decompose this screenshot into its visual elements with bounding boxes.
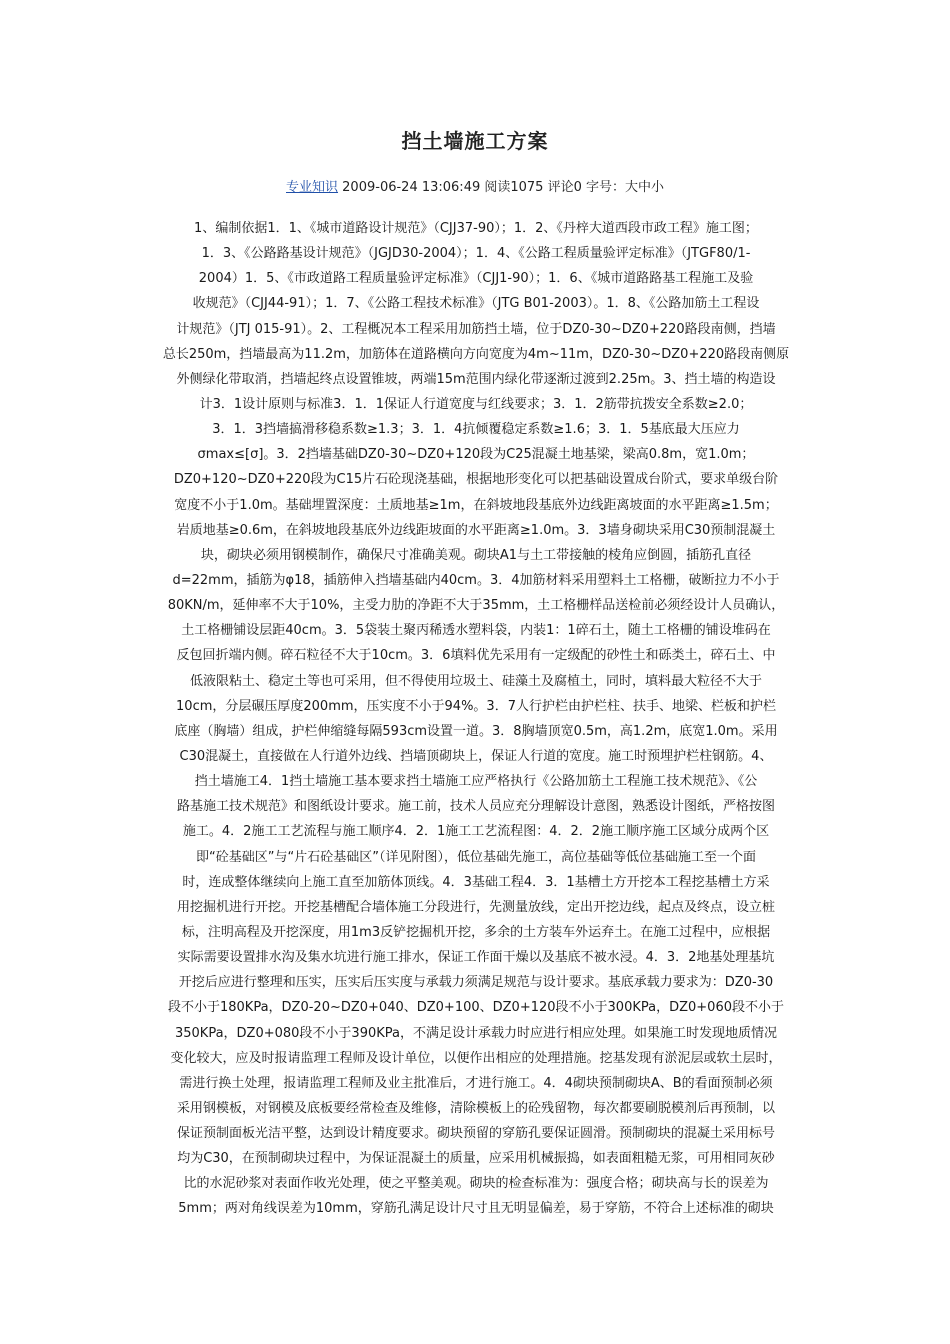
body-text-line: 实际需要设置排水沟及集水坑进行施工排水，保证工作面干燥以及基底不被水浸。4．3．2地基处理基坑 — [177, 950, 775, 966]
body-text-line: 2004）1．5、《市政道路工程质量验评定标准》（CJJ1-90）；1．6、《城市道路路基工程施工及验 — [198, 271, 754, 287]
body-text-line: 用挖掘机进行开挖。开挖基槽配合墙体施工分段进行，先测量放线，定出开挖边线，起点及终点，设立桩 — [176, 899, 775, 915]
body-text-line: 350KPa，DZ0+080段不小于390KPa，不满足设计承载力时应进行相应处理。如果施工时发现地质情况 — [174, 1025, 777, 1041]
body-text-line: 10cm，分层碾压厚度200mm，压实度不小于94%。3．7人行护栏由护栏柱、扶手、地梁、栏板和护栏 — [176, 698, 776, 714]
body-text-line: 保证预制面板光洁平整，达到设计精度要求。砌块预留的穿筋孔要保证圆滑。预制砌块的混凝土采用标号 — [176, 1126, 775, 1142]
body-text-line: 宽度不小于1.0m。基础埋置深度：土质地基≥1m，在斜坡地段基底外边线距离坡面的水平距离≥1.5m； — [174, 497, 778, 513]
body-text-line: 反包回折端内侧。碎石粒径不大于10cm。3．6填料优先采用有一定级配的砂性土和砾类土，碎石土、中 — [176, 648, 776, 664]
body-text-line: 收规范》（CJJ44-91）；1．7、《公路工程技术标准》（JTG B01-2003）。1．8、《公路加筋土工程设 — [192, 296, 760, 312]
body-text-line: 即“砼基础区”与“片石砼基础区”（详见附图），低位基础先施工，高位基础等低位基础施工至一个面 — [196, 849, 756, 865]
category-link[interactable]: 专业知识 — [286, 180, 339, 195]
body-text-line: 底座（胸墙）组成，护栏伸缩缝每隔593cm设置一道。3．8胸墙顶宽0.5m，高1.2m，底宽1.0m。采用 — [174, 723, 778, 739]
meta-info: 2009-06-24 13:06:49 阅读1075 评论0 字号：大中小 — [338, 180, 664, 195]
body-text-line: 时，连成整体继续向上施工直至加筋体顶线。4．3基础工程4．3．1基槽土方开挖本工程挖基槽土方采 — [182, 874, 770, 890]
body-text-line: 计3．1设计原则与标准3．1．1保证人行道宽度与红线要求；3．1．2筋带抗拨安全系数≥2.0； — [199, 396, 753, 412]
body-text-line: 段不小于180KPa，DZ0-20~DZ0+040、DZ0+100、DZ0+120段不小于300KPa，DZ0+060段不小于 — [167, 1000, 784, 1016]
body-text-line: 采用钢模板，对钢模及底板要经常检查及维修，清除模板上的砼残留物，每次都要刷脱模剂后再预制，以 — [176, 1100, 775, 1116]
body-text-line: 施工。4．2施工工艺流程与施工顺序4．2．1施工工艺流程图：4．2．2施工顺序施工区域分成两个区 — [182, 824, 770, 840]
body-text-line: 外侧绿化带取消，挡墙起终点设置锥坡，两端15m范围内绿化带逐渐过渡到2.25m。3、挡土墙的构造设 — [176, 371, 776, 387]
body-text-line: σmax≤[σ]。3．2挡墙基础DZ0-30~DZ0+120段为C25混凝土地基梁，梁高0.8m，宽1.0m； — [197, 447, 755, 463]
body-text-line: 比的水泥砂浆对表面作收光处理，使之平整美观。砌块的检查标准为：强度合格；砌块高与长的误差为 — [183, 1176, 769, 1192]
body-text-line: 变化较大，应及时报请监理工程师及设计单位，以便作出相应的处理措施。挖基发现有淤泥层或软土层时， — [170, 1050, 782, 1066]
body-text-line: d=22mm，插筋为φ18，插筋伸入挡墙基础内40cm。3．4加筋材料采用塑料土工格栅，破断拉力不小于 — [172, 572, 780, 588]
document-meta — [0, 176, 950, 195]
body-text-line: 开挖后应进行整理和压实，压实后压实度与承载力须满足规范与设计要求。基底承载力要求为：DZ0-30 — [178, 975, 774, 991]
document-body — [140, 216, 812, 1222]
body-text-line: 标，注明高程及开挖深度，用1m3反铲挖掘机开挖，多余的土方装车外运弃土。在施工过程中，应根据 — [181, 924, 771, 940]
body-text-line: 需进行换土处理，报请监理工程师及业主批准后，才进行施工。4．4砌块预制砌块A、B的看面预制必须 — [179, 1075, 773, 1091]
body-text-line: C30混凝土，直接做在人行道外边线、挡墙顶砌块上，保证人行道的宽度。施工时预埋护栏柱钢筋。4、 — [179, 748, 773, 764]
body-text-line: 岩质地基≥0.6m，在斜坡地段基底外边线距坡面的水平距离≥1.0m。3．3墙身砌块采用C30预制混凝土 — [176, 522, 776, 538]
body-text-line: 均为C30，在预制砌块过程中，为保证混凝土的质量，应采用机械振捣，如表面粗糙无浆，可用相同灰砂 — [177, 1151, 775, 1167]
body-text-line: 挡土墙施工4．1挡土墙施工基本要求挡土墙施工应严格执行《公路加筋土工程施工技术规范》、《公 — [194, 774, 758, 790]
body-text-line: DZ0+120~DZ0+220段为C15片石砼现浇基础，根据地形变化可以把基础设置成台阶式，要求单级台阶 — [173, 472, 779, 488]
body-text-line: 块，砌块必须用钢模制作，确保尺寸准确美观。砌块A1与土工带接触的棱角应倒圆，插筋孔直径 — [200, 547, 752, 563]
body-text-line: 5mm；两对角线误差为10mm，穿筋孔满足设计尺寸且无明显偏差，易于穿筋，不符合上述标准的砌块 — [178, 1201, 774, 1217]
body-text-line: 1．3、《公路路基设计规范》（JGJD30-2004）；1．4、《公路工程质量验评定标准》（JTGF80/1- — [201, 246, 751, 262]
body-text-line: 路基施工技术规范》和图纸设计要求。施工前，技术人员应充分理解设计意图，熟悉设计图纸，严格按图 — [176, 799, 775, 815]
body-text-line: 1、编制依据1．1、《城市道路设计规范》（CJJ37-90）；1．2、《丹梓大道西段市政工程》施工图； — [194, 221, 758, 236]
body-text-line: 土工格栅铺设层距40cm。3．5袋装土聚丙稀透水塑料袋，内装1：1碎石土，随土工格栅的铺设堆码在 — [181, 623, 771, 639]
body-text-line: 计规范》（JTJ 015-91）。2、工程概况本工程采用加筋挡土墙，位于DZ0-30~DZ0+220路段南侧，挡墙 — [176, 321, 776, 337]
body-text-line: 低液限粘土、稳定土等也可采用，但不得使用垃圾土、硅藻土及腐植土，同时，填料最大粒径不大于 — [189, 673, 762, 689]
body-text-line: 3．1．3挡墙搞滑移稳系数≥1.3；3．1．4抗倾覆稳定系数≥1.6；3．1．5基底最大压应力 — [212, 422, 740, 438]
body-text-line: 总长250m，挡墙最高为11.2m，加筋体在道路横向方向宽度为4m~11m，DZ0-30~DZ0+220路段南侧原 — [162, 346, 790, 362]
body-text-line: 80KN/m，延伸率不大于10%，主受力肋的净距不大于35mm，土工格栅样品送检前必须经设计人员确认， — [167, 598, 785, 614]
document-title: 挡土墙施工方案 — [401, 129, 549, 153]
